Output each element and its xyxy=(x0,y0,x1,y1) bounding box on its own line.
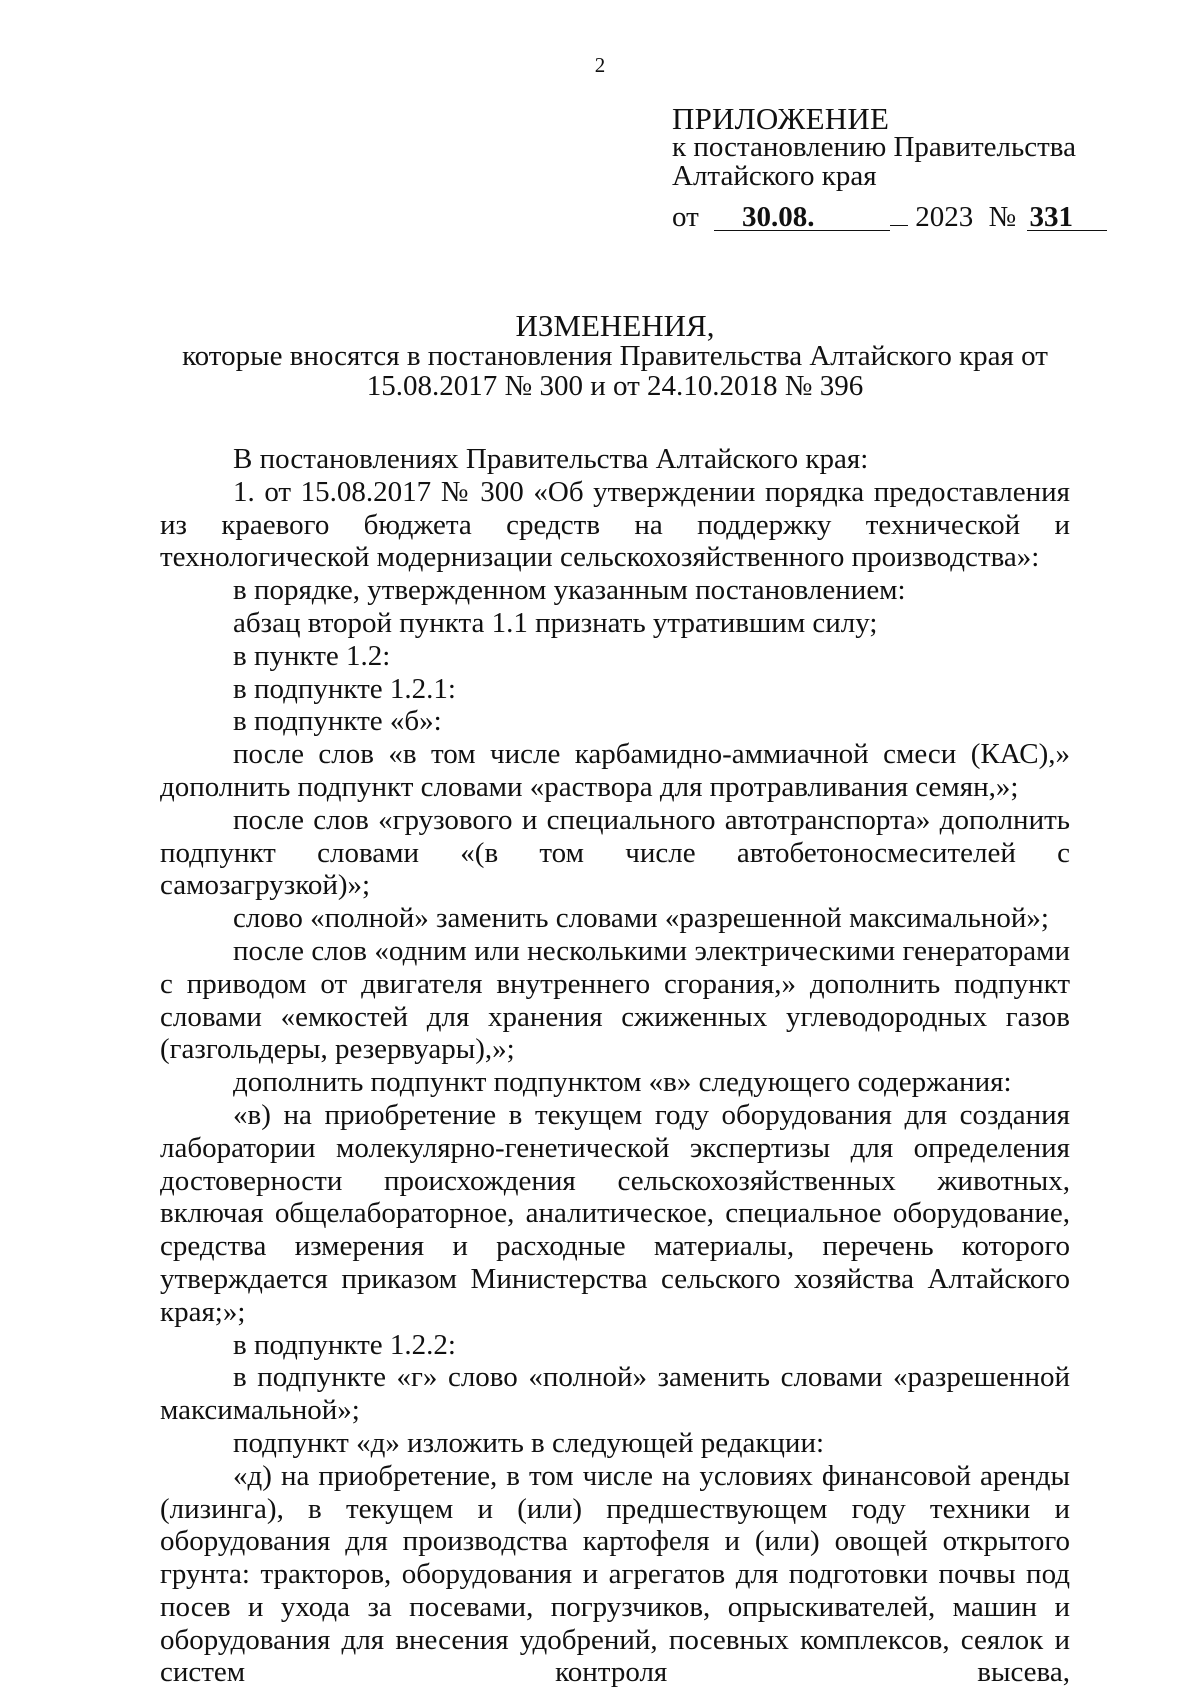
body-paragraph: после слов «в том числе карбамидно-аммиачной смеси (КАС),» дополнить подпункт словами «раствора для протравливания семян,»; xyxy=(160,738,1070,803)
appendix-title: ПРИЛОЖЕНИЕ xyxy=(672,101,890,136)
body-paragraph: в порядке, утвержденном указанным постановлением: xyxy=(233,574,906,607)
document-body xyxy=(160,443,1070,1689)
appendix-line: к постановлению Правительства xyxy=(672,131,1076,163)
body-paragraph: абзац второй пункта 1.1 признать утратившим силу; xyxy=(233,606,878,639)
body-paragraph: слово «полной» заменить словами «разрешенной максимальной»; xyxy=(233,902,1049,935)
heading-subtitle-line: которые вносятся в постановления Правительства Алтайского края от xyxy=(182,340,1048,372)
body-paragraph: в подпункте 1.2.2: xyxy=(233,1328,456,1361)
heading-subtitle-line: 15.08.2017 № 300 и от 24.10.2018 № 396 xyxy=(366,370,864,402)
appendix-date-line xyxy=(672,203,1107,232)
body-paragraph: в подпункте «г» слово «полной» заменить словами «разрешенной максимальной»; xyxy=(160,1361,1070,1427)
body-paragraph: в пункте 1.2: xyxy=(233,639,391,672)
date-prefix: от xyxy=(672,201,699,233)
page-number: 2 xyxy=(594,53,606,77)
date-underline xyxy=(890,225,908,226)
body-paragraph: в подпункте 1.2.1: xyxy=(233,672,456,705)
date-value: 30.08. xyxy=(714,204,890,231)
body-paragraph: «д) на приобретение, в том числе на условиях финансовой аренды (лизинга), в текущем и (или) предшествующем году техники и оборудования для производства картофеля и (или) овощей открытого грунта: тракторов, оборудования и агрегатов для подготовки почвы под посев и ухода за посевами, погрузчиков, опрыскивателей, машин и оборудования для внесения удобрений, посевных комплексов, сеялок и систем контроля высева, xyxy=(160,1459,1070,1689)
appendix-line: Алтайского края xyxy=(672,160,877,192)
body-paragraph: 1. от 15.08.2017 № 300 «Об утверждении порядка предоставления из краевого бюджета средств на поддержку технической и технологической модернизации сельскохозяйственного производства»: xyxy=(160,475,1070,574)
number-sign: № xyxy=(988,201,1017,233)
body-paragraph: «в) на приобретение в текущем году оборудования для создания лаборатории молекулярно-генетической экспертизы для определения достоверности происхождения сельскохозяйственных животных, включая общелабораторное, аналитическое, специальное оборудование, средства измерения и расходные материалы, перечень которого утверждается приказом Министерства сельского хозяйства Алтайского края;»; xyxy=(160,1098,1070,1328)
body-paragraph: после слов «одним или несколькими электрическими генераторами с приводом от двигателя внутреннего сгорания,» дополнить подпункт словами «емкостей для хранения сжиженных углеводородных газов (газгольдеры, резервуары),»; xyxy=(160,934,1070,1066)
appendix-block xyxy=(672,101,1107,233)
heading-title: ИЗМЕНЕНИЯ, xyxy=(515,308,715,343)
body-paragraph: подпункт «д» изложить в следующей редакции: xyxy=(233,1426,825,1459)
body-paragraph: В постановлениях Правительства Алтайского края: xyxy=(233,443,869,475)
body-paragraph: после слов «грузового и специального автотранспорта» дополнить подпункт словами «(в том числе автобетоносмесителей с самозагрузкой)»; xyxy=(160,803,1070,902)
document-heading xyxy=(160,308,1070,402)
body-paragraph: в подпункте «б»: xyxy=(233,705,442,738)
date-year: 2023 xyxy=(915,201,974,233)
body-paragraph: дополнить подпункт подпунктом «в» следующего содержания: xyxy=(233,1066,1012,1099)
document-number: 331 xyxy=(1027,204,1107,231)
